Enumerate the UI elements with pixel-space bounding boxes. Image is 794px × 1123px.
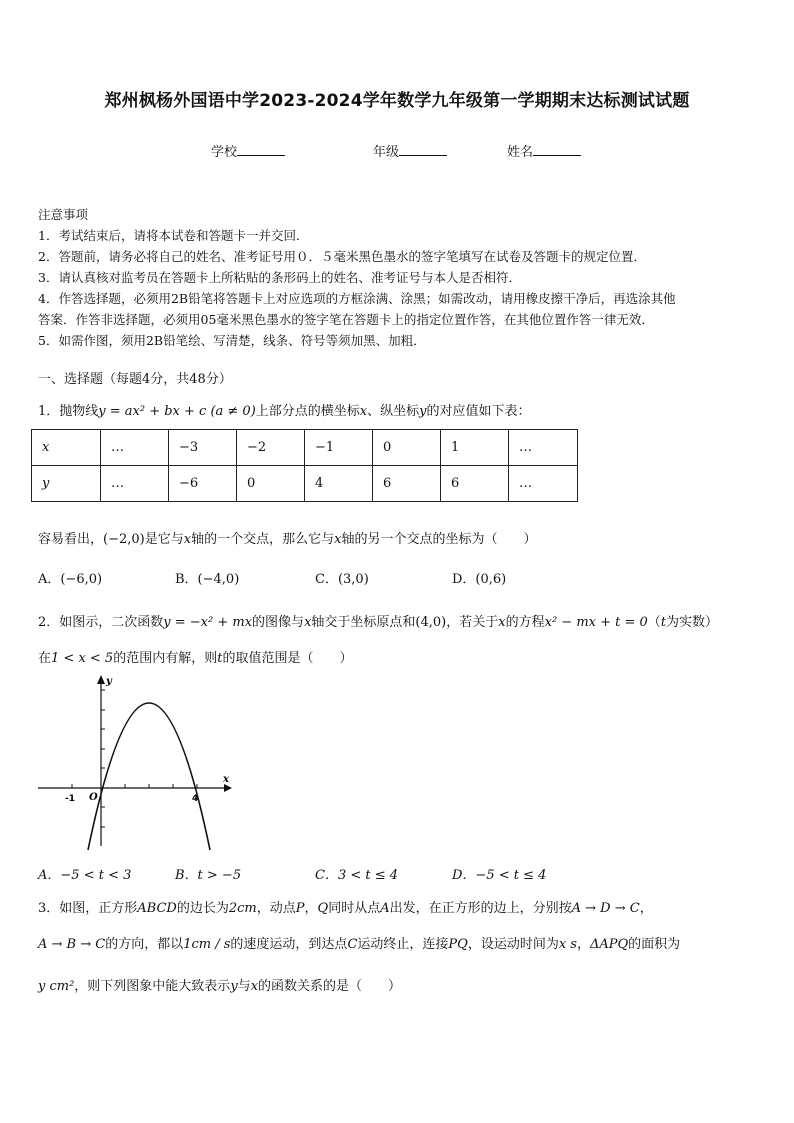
table-cell: … <box>101 466 169 502</box>
q2-var-t: t <box>660 615 667 630</box>
q3-text: 与 <box>237 979 251 994</box>
notes-item: 5．如需作图，须用2B铅笔绘、写清楚，线条、符号等须加黑、加粗． <box>38 333 426 348</box>
table-cell: 6 <box>441 466 509 502</box>
tick-label-neg-one: -1 <box>65 794 75 804</box>
q2-text: 的方程 <box>505 615 545 630</box>
q2-function: y = −x² + mx <box>163 615 253 630</box>
q3-area: y cm² <box>38 979 75 994</box>
q2-text: （ <box>647 615 661 630</box>
q3-text: ，动点 <box>256 901 296 916</box>
q1-value-table <box>31 429 578 502</box>
q3-text: ，设运动时间为 <box>467 937 559 952</box>
q3-var-y: y <box>230 979 238 994</box>
school-field[interactable] <box>211 141 285 160</box>
notes-item: 答案．作答非选择题，必须用05毫米黑色墨水的签字笔在答题卡上的指定位置作答，在其他位置作答一律无效． <box>38 312 654 327</box>
table-row-y <box>32 466 578 502</box>
x-axis-label: x <box>223 774 229 785</box>
q3-stem-line3 <box>38 975 768 994</box>
q3-text: 同时从点 <box>328 901 381 916</box>
q1-var-x: x <box>359 404 368 419</box>
q2-stem-line2 <box>38 647 768 666</box>
q1-option-b[interactable]: B．(−4,0) <box>175 572 240 587</box>
q2-point: (4,0) <box>415 615 447 630</box>
grade-field[interactable] <box>373 141 447 160</box>
q3-var-c: C <box>347 937 358 952</box>
table-cell: 0 <box>237 466 305 502</box>
q2-text: 轴交于坐标原点和 <box>311 615 416 630</box>
q2-text: 的图像与 <box>252 615 305 630</box>
q3-text: 的函数关系的是（ ） <box>258 979 402 994</box>
table-cell: … <box>509 430 578 466</box>
q3-text: 的速度运动，到达点 <box>230 937 348 952</box>
q3-speed: 1cm / s <box>183 937 231 952</box>
q3-var-q: Q <box>317 901 329 916</box>
q3-path1: A → D → C <box>571 901 640 916</box>
q1-point: (−2,0) <box>103 532 145 547</box>
name-label: 姓名 <box>507 145 534 160</box>
q2-stem-line1 <box>38 611 768 630</box>
q1-follow-text: 是它与 <box>144 532 184 547</box>
origin-label: O <box>89 792 98 803</box>
q1-number: 1．抛物线 <box>38 404 99 419</box>
q1-equation: y = ax² + bx + c (a ≠ 0) <box>98 404 256 419</box>
q3-text: 出发，在正方形的边上，分别按 <box>389 901 572 916</box>
q1-follow-text: 轴的一个交点，那么它与 <box>191 532 335 547</box>
notes-item: 3．请认真核对监考员在答题卡上所粘贴的条形码上的姓名、准考证号与本人是否相符． <box>38 270 521 285</box>
q3-xs: x s <box>558 937 577 952</box>
q2-equation: x² − mx + t = 0 <box>544 615 648 630</box>
q2-var-x: x <box>304 615 312 630</box>
student-info-row <box>0 141 794 161</box>
q2-option-a[interactable]: A．−5 < t < 3 <box>38 868 132 883</box>
q2-option-d[interactable]: D．−5 < t ≤ 4 <box>452 868 547 883</box>
q3-text: 的边长为 <box>176 901 229 916</box>
q3-text: 的方向，都以 <box>105 937 184 952</box>
q3-text: 3．如图，正方形 <box>38 901 138 916</box>
y-axis-label: y <box>106 676 112 687</box>
tick-label-four: 4 <box>192 794 199 804</box>
table-cell: … <box>509 466 578 502</box>
table-cell: x <box>32 430 101 466</box>
q2-var-x: x <box>498 615 506 630</box>
parabola-curve <box>88 703 210 850</box>
name-blank[interactable] <box>533 143 581 156</box>
notes-heading: 注意事项 <box>38 207 89 222</box>
q1-followup <box>38 528 768 547</box>
q2-var-t: t <box>217 651 223 666</box>
q1-var-y: y <box>419 404 427 419</box>
q2-option-b[interactable]: B．t > −5 <box>175 868 242 883</box>
q1-option-a[interactable]: A．(−6,0) <box>38 572 103 587</box>
name-field[interactable] <box>507 141 581 160</box>
school-label: 学校 <box>211 145 238 160</box>
table-cell: y <box>32 466 101 502</box>
q3-var-x: x <box>250 979 259 994</box>
section-heading: 一、选择题（每题4分，共48分） <box>38 372 232 387</box>
q1-follow-text: 容易看出， <box>38 532 104 547</box>
y-axis-arrow-icon <box>97 675 105 684</box>
q1-stem <box>38 400 768 419</box>
school-blank[interactable] <box>237 143 285 156</box>
q3-path2: A → B → C <box>38 937 106 952</box>
table-cell: −6 <box>169 466 237 502</box>
q1-text: 的对应值如下表： <box>426 404 531 419</box>
page-title: 郑州枫杨外国语中学2023-2024学年数学九年级第一学期期末达标测试试题 <box>104 91 690 111</box>
table-cell: −3 <box>169 430 237 466</box>
q1-option-c[interactable]: C．(3,0) <box>315 572 369 587</box>
q1-option-d[interactable]: D．(0,6) <box>452 572 507 587</box>
table-cell: … <box>101 430 169 466</box>
table-cell: −2 <box>237 430 305 466</box>
q1-options <box>38 568 768 588</box>
q2-text: 在 <box>38 651 52 666</box>
q3-stem-line2: A → B → C的方向，都以1cm / s的速度运动，到达点C运动终止，连接PQ，设运动时间为x s，ΔAPQ的面积为 <box>38 937 681 952</box>
q3-var-p: P <box>295 901 305 916</box>
q2-options <box>38 864 768 884</box>
grade-label: 年级 <box>373 145 400 160</box>
q1-text: 、纵坐标 <box>367 404 420 419</box>
q1-var-x: x <box>183 532 192 547</box>
q3-triangle: ΔAPQ <box>589 937 629 952</box>
table-cell: 6 <box>373 466 441 502</box>
q3-stem-line1: 3．如图，正方形ABCD的边长为2cm，动点P，Q同时从点A出发，在正方形的边上，分别按A → D → C， <box>38 901 653 916</box>
table-cell: −1 <box>305 430 373 466</box>
q1-var-x: x <box>334 532 342 547</box>
grade-blank[interactable] <box>399 143 447 156</box>
q3-square: ABCD <box>137 901 177 916</box>
q3-text: 运动终止，连接 <box>357 937 449 952</box>
q2-text: 的取值范围是（ ） <box>222 651 353 666</box>
q2-text: 2．如图示，二次函数 <box>38 615 164 630</box>
q2-text: 的范围内有解，则 <box>113 651 218 666</box>
q3-side: 2cm <box>228 901 257 916</box>
table-cell: 4 <box>305 466 373 502</box>
q2-option-c[interactable]: C．3 < t ≤ 4 <box>315 868 399 883</box>
q2-parabola-graph <box>32 670 242 850</box>
notes-item: 1．考试结束后，请将本试卷和答题卡一并交回． <box>38 228 309 243</box>
table-cell: 0 <box>373 430 441 466</box>
q1-text: 上部分点的横坐标 <box>255 404 360 419</box>
q2-text: ，若关于 <box>446 615 499 630</box>
q2-range: 1 < x < 5 <box>51 651 114 666</box>
q3-var-a: A <box>380 901 390 916</box>
q2-text: 为实数） <box>666 615 719 630</box>
x-axis-arrow-icon <box>224 784 232 792</box>
notes-item: 2．答题前，请务必将自己的姓名、准考证号用０．５毫米黑色墨水的签字笔填写在试卷及答题卡的规定位置． <box>38 249 646 264</box>
table-row-x <box>32 430 578 466</box>
q3-text: ，则下列图象中能大致表示 <box>74 979 231 994</box>
q3-pq: PQ <box>448 937 468 952</box>
notes-item: 4．作答选择题，必须用2B铅笔将答题卡上对应选项的方框涂满、涂黑；如需改动，请用橡皮擦干净后，再选涂其他 <box>38 291 676 306</box>
q3-text: 的面积为 <box>628 937 681 952</box>
notes-section <box>38 204 762 351</box>
table-cell: 1 <box>441 430 509 466</box>
q1-follow-text: 轴的另一个交点的坐标为（ ） <box>341 532 537 547</box>
